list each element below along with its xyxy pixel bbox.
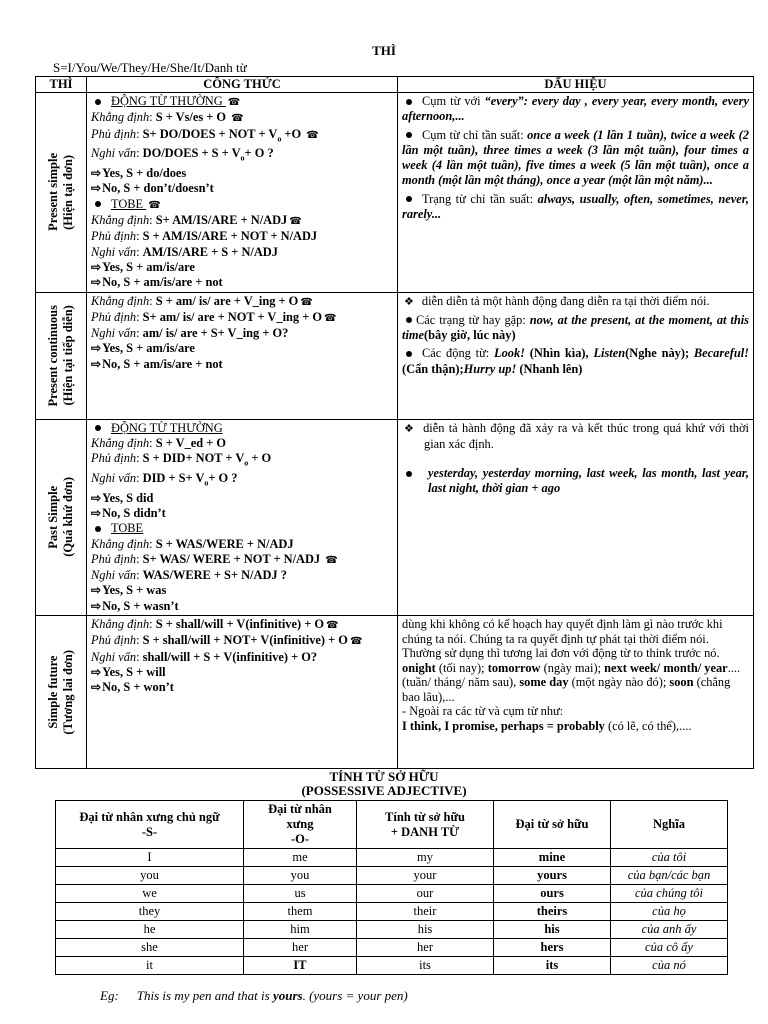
- table-row: [56, 939, 728, 957]
- formula-heading: ĐỘNG TỪ THƯỜNG: [111, 94, 226, 108]
- tense-name-cell: [36, 616, 87, 769]
- table-cell: its: [357, 957, 494, 975]
- formula-cell: [87, 419, 398, 616]
- formula-answer: No, S + am/is/are + not: [102, 356, 223, 371]
- formula-line: [91, 665, 393, 680]
- column-header: [494, 801, 611, 849]
- table-cell: them: [244, 903, 357, 921]
- formula-label: Nghi vấn: [91, 244, 137, 259]
- arrow-icon: ⇨: [91, 356, 102, 371]
- column-header-line: Đại từ sở hữu: [515, 817, 589, 831]
- formula-label: Nghi vấn: [91, 568, 137, 583]
- formula-line: [91, 260, 393, 275]
- phone-icon: ☎: [148, 199, 161, 211]
- tense-name: Present simple (Hiện tại đơn): [46, 153, 75, 232]
- signs-paragraph: dùng khi không có kế hoạch hay quyết định làm gì nào trước khi chúng ta nói. Chúng ta ra quyết định tự phát tại thời điểm nói. Thường sử dụng thì tương lai đơn với động từ to think trước nó.: [402, 617, 723, 660]
- formula-line: [91, 537, 393, 552]
- formula-label: Khẳng định: [91, 110, 150, 125]
- table-cell: hers: [494, 939, 611, 957]
- formula-label: Nghi vấn: [91, 146, 137, 161]
- formula-label: Khẳng định: [91, 293, 150, 308]
- bullet-icon: [406, 132, 412, 138]
- formula-separator: :: [136, 649, 143, 664]
- example-sentence: Eg: This is my pen and that is yours. (yours = your pen): [100, 988, 408, 1003]
- table-cell: của nó: [611, 957, 728, 975]
- formula-answer: Yes, S + am/is/are: [102, 341, 195, 356]
- formula-line: [91, 436, 393, 451]
- table-cell: you: [56, 867, 244, 885]
- formula-heading: ĐỘNG TỪ THƯỜNG: [111, 420, 223, 435]
- formula-separator: :: [136, 309, 143, 324]
- table-cell: của tôi: [611, 849, 728, 867]
- formula-label: Phủ định: [91, 126, 137, 141]
- table-cell: ours: [494, 885, 611, 903]
- phone-icon: ☎: [325, 554, 338, 566]
- column-header: [244, 801, 357, 849]
- arrow-icon: ⇨: [91, 275, 102, 290]
- table-row: [56, 957, 728, 975]
- formula-line: [91, 568, 393, 583]
- formula-text: S+ AM/IS/ARE + N/ADJ: [155, 213, 288, 228]
- table-cell: us: [244, 885, 357, 903]
- tense-table-header: [36, 77, 754, 93]
- bullet-icon: [95, 99, 101, 105]
- formula-answer: Yes, S + will: [102, 664, 166, 679]
- formula-text: +O: [281, 126, 305, 141]
- formula-text: S+ am/ is/ are + NOT + V_ing + O: [142, 309, 323, 324]
- table-cell: it: [56, 957, 244, 975]
- phone-icon: ☎: [349, 636, 363, 648]
- formula-text: S + WAS/WERE + N/ADJ: [155, 536, 294, 551]
- table-cell: him: [244, 921, 357, 939]
- formula-line: [91, 599, 393, 614]
- arrow-icon: ⇨: [91, 583, 102, 598]
- formula-separator: :: [136, 470, 143, 485]
- table-cell: của chúng tôi: [611, 885, 728, 903]
- formula-separator: :: [136, 551, 143, 566]
- list-item: Cụm từ chỉ tần suất: once a week (1 lần 1 tuần), twice a week (2 lần một tuần), three times a week (3 lần một tuần), four times a week (4 lần một tuần), five times a week (5 lần một tuần), once a month (một lần một tháng), once a year (một lần một năm)...: [402, 127, 750, 188]
- table-cell: của họ: [611, 903, 728, 921]
- formula-line: [91, 471, 393, 491]
- formula-label: Nghi vấn: [91, 470, 137, 485]
- formula-answer: Yes, S + am/is/are: [102, 259, 195, 274]
- table-cell: của bạn/các bạn: [611, 867, 728, 885]
- arrow-icon: ⇨: [91, 341, 102, 356]
- column-header-line: -O-: [290, 832, 310, 846]
- page-title: THÌ: [372, 43, 396, 58]
- phone-icon: ☎: [326, 620, 339, 631]
- formula-line: [91, 229, 393, 244]
- formula-line: [91, 310, 393, 326]
- tense-name-cell: [36, 93, 87, 293]
- table-cell: mine: [494, 849, 611, 867]
- formula-cell: [87, 616, 398, 769]
- arrow-icon: ⇨: [91, 181, 102, 196]
- tense-name: Present continuous (Hiện tại tiếp diễn): [46, 304, 75, 407]
- subject-line: S=I/You/We/They/He/She/It/Danh từ: [53, 60, 247, 75]
- formula-text: + O ?: [208, 470, 238, 485]
- table-cell: your: [357, 867, 494, 885]
- formula-label: Khẳng định: [91, 536, 150, 551]
- table-cell: her: [244, 939, 357, 957]
- arrow-icon: ⇨: [91, 505, 102, 520]
- formula-line: [91, 552, 393, 568]
- signs-cell: [398, 419, 754, 616]
- formula-label: Phủ định: [91, 633, 137, 648]
- formula-label: Khẳng định: [91, 435, 150, 450]
- formula-line: [91, 680, 393, 695]
- table-row: [56, 867, 728, 885]
- formula-answer: No, S + am/is/are + not: [102, 275, 223, 290]
- bullet-icon: [406, 351, 412, 357]
- formula-separator: :: [136, 568, 143, 583]
- formula-line: [91, 633, 393, 649]
- formula-text: S + shall/will + NOT+ V(infinitive) + O: [142, 633, 348, 648]
- formula-heading: TOBE: [111, 521, 144, 536]
- formula-subscript: o: [204, 478, 209, 488]
- table-cell: they: [56, 903, 244, 921]
- formula-text: S + V_ed + O: [155, 435, 227, 450]
- arrow-icon: ⇨: [91, 598, 102, 613]
- formula-separator: :: [136, 326, 143, 341]
- formula-line: [91, 451, 393, 471]
- formula-line: [91, 213, 393, 229]
- signs-cell: [398, 93, 754, 293]
- bullet-icon: [406, 471, 412, 477]
- table-cell: my: [357, 849, 494, 867]
- diamond-bullet-icon: ❖: [404, 295, 414, 308]
- formula-line: [91, 326, 393, 341]
- table-cell: I: [56, 849, 244, 867]
- table-row: [56, 921, 728, 939]
- column-header-line: xưng: [286, 817, 314, 831]
- table-row: [36, 419, 754, 616]
- table-cell: yours: [494, 867, 611, 885]
- list-item: Các trạng từ hay gặp: now, at the present, at the moment, at this time(bây giờ, lúc này): [402, 312, 750, 343]
- column-header: [611, 801, 728, 849]
- formula-line: [91, 146, 393, 166]
- formula-separator: :: [149, 435, 156, 450]
- formula-line: [91, 294, 393, 310]
- list-item: ❖ diễn tả hành động đã xảy ra và kết thúc trong quá khứ với thời gian xác định.: [404, 420, 749, 451]
- table-cell: her: [357, 939, 494, 957]
- phone-icon: ☎: [227, 97, 241, 108]
- column-header-line: -S-: [141, 824, 158, 839]
- phone-icon: ☎: [300, 296, 313, 308]
- formula-label: Nghi vấn: [91, 649, 137, 664]
- tense-name-cell: [36, 292, 87, 419]
- table-row: [56, 903, 728, 921]
- table-cell: our: [357, 885, 494, 903]
- formula-text: S + am/ is/ are + V_ing + O: [155, 293, 299, 308]
- formula-separator: :: [136, 146, 143, 161]
- formula-text: S + AM/IS/ARE + NOT + N/ADJ: [142, 229, 318, 244]
- formula-line: [91, 506, 393, 521]
- formula-separator: :: [149, 536, 156, 551]
- formula-text: S + DID+ NOT + V: [142, 451, 245, 466]
- table-cell: you: [244, 867, 357, 885]
- list-item: Cụm từ với “every”: every day , every year, every month, every afternoon,...: [402, 94, 749, 124]
- formula-text: am/ is/ are + S+ V_ing + O?: [142, 326, 289, 341]
- diamond-bullet-icon: ❖: [404, 422, 416, 435]
- table-row: [36, 93, 754, 293]
- bullet-icon: [406, 317, 412, 323]
- possessive-table: [55, 800, 728, 975]
- formula-answer: No, S didn’t: [102, 505, 166, 520]
- header-formula: CÔNG THỨC: [87, 77, 398, 93]
- formula-answer: No, S + don’t/doesn’t: [102, 181, 214, 196]
- tense-name: Simple future (Tương lai đơn): [46, 649, 75, 735]
- arrow-icon: ⇨: [91, 259, 102, 274]
- formula-text: S+ DO/DOES + NOT + V: [142, 126, 278, 141]
- list-item: Trạng từ chỉ tần suất: always, usually, often, sometimes, never, rarely...: [402, 191, 749, 222]
- column-header-line: Nghĩa: [653, 817, 685, 831]
- formula-separator: :: [136, 126, 143, 141]
- arrow-icon: ⇨: [91, 664, 102, 679]
- formula-line: [91, 617, 393, 633]
- list-item: yesterday, yesterday morning, last week, las month, last year, last night, thời gian + ago: [402, 466, 749, 497]
- formula-separator: :: [149, 213, 156, 228]
- formula-separator: :: [149, 110, 156, 125]
- formula-text: S + Vs/es + O: [155, 110, 230, 125]
- header-signs: DẤU HIỆU: [398, 77, 754, 93]
- column-header-line: + DANH TỪ: [390, 824, 460, 839]
- header-tense: THÌ: [36, 77, 87, 93]
- phone-icon: ☎: [289, 216, 302, 228]
- formula-line: [91, 341, 393, 356]
- formula-text: + O: [248, 451, 272, 466]
- formula-label: Khẳng định: [91, 617, 150, 631]
- formula-heading: TOBE: [111, 196, 147, 211]
- column-header: [56, 801, 244, 849]
- formula-separator: :: [136, 451, 143, 466]
- formula-line: [91, 110, 393, 126]
- signs-cell: dùng khi không có kế hoạch hay quyết định làm gì nào trước khi chúng ta nói. Chúng ta ra quyết định tự phát tại thời điểm nói. Thường sử dụng thì tương lai đơn với động từ to think trước nó. onight (tối nay); tomorrow (ngày mai); next week/ month/ year.... (tuần/ tháng/ năm sau), some day (một ngày nào đó); soon (chẳng bao lâu),... - Ngoài ra các từ và cụm từ như: I think, I promise, perhaps = probably (có lẽ, có thể),....: [398, 616, 754, 769]
- formula-text: shall/will + S + V(infinitive) + O?: [142, 649, 318, 664]
- formula-answer: No, S + won’t: [102, 680, 174, 695]
- formula-answer: Yes, S did: [102, 490, 154, 505]
- formula-text: DID + S+ V: [142, 470, 205, 485]
- formula-text: S+ WAS/ WERE + NOT + N/ADJ: [142, 551, 324, 566]
- formula-line: [91, 197, 393, 213]
- table-row: [36, 292, 754, 419]
- arrow-icon: ⇨: [91, 680, 102, 695]
- bullet-icon: [95, 526, 101, 532]
- formula-answer: No, S + wasn’t: [102, 598, 179, 613]
- table-row: [56, 885, 728, 903]
- formula-label: Nghi vấn: [91, 326, 137, 341]
- table-cell: me: [244, 849, 357, 867]
- formula-line: [91, 166, 393, 181]
- formula-label: Phủ định: [91, 229, 137, 244]
- arrow-icon: ⇨: [91, 490, 102, 505]
- table-row: [56, 849, 728, 867]
- tense-table: [35, 76, 754, 769]
- table-cell: its: [494, 957, 611, 975]
- formula-separator: :: [136, 229, 143, 244]
- formula-subscript: o: [244, 458, 249, 468]
- formula-line: [91, 583, 393, 598]
- table-cell: IT: [244, 957, 357, 975]
- table-cell: his: [357, 921, 494, 939]
- phone-icon: ☎: [306, 129, 319, 141]
- formula-answer: Yes, S + do/does: [102, 166, 187, 181]
- formula-line: [91, 181, 393, 196]
- formula-cell: [87, 292, 398, 419]
- table-cell: theirs: [494, 903, 611, 921]
- arrow-icon: ⇨: [91, 166, 102, 181]
- formula-subscript: o: [240, 153, 245, 163]
- table-cell: của anh ấy: [611, 921, 728, 939]
- formula-line: [91, 275, 393, 290]
- bullet-icon: [406, 99, 412, 105]
- table-cell: she: [56, 939, 244, 957]
- formula-line: [91, 650, 393, 665]
- formula-line: [91, 245, 393, 260]
- column-header-line: Tính từ sở hữu: [385, 809, 465, 824]
- table-row: [36, 616, 754, 769]
- phone-icon: ☎: [324, 312, 337, 324]
- formula-text: AM/IS/ARE + S + N/ADJ: [142, 244, 278, 259]
- formula-label: Phủ định: [91, 451, 137, 466]
- formula-separator: :: [136, 244, 143, 259]
- bullet-icon: [95, 425, 101, 431]
- formula-text: + O ?: [244, 146, 274, 161]
- column-header-line: Đại từ nhân xưng chủ ngữ: [79, 809, 220, 824]
- tense-name-cell: [36, 419, 87, 616]
- column-header-line: Đại từ nhân: [268, 802, 332, 816]
- formula-label: Phủ định: [91, 309, 137, 324]
- formula-line: [91, 357, 393, 372]
- formula-answer: Yes, S + was: [102, 583, 167, 598]
- possessive-title: TÍNH TỪ SỞ HỮU (POSSESSIVE ADJECTIVE): [301, 769, 467, 798]
- formula-separator: :: [149, 293, 156, 308]
- formula-separator: :: [136, 633, 143, 648]
- column-header: [357, 801, 494, 849]
- formula-separator: :: [149, 617, 156, 631]
- tense-name: Past Simple (Quá khứ đơn): [46, 477, 75, 558]
- formula-cell: [87, 93, 398, 293]
- list-item: ❖ diễn diễn tả một hành động đang diễn ra tại thời điểm nói.: [404, 293, 710, 308]
- table-cell: his: [494, 921, 611, 939]
- possessive-header-row: [56, 801, 728, 849]
- formula-line: [91, 127, 393, 147]
- formula-text: WAS/WERE + S+ N/ADJ ?: [142, 568, 287, 583]
- formula-label: Khẳng định: [91, 213, 150, 228]
- formula-line: [91, 521, 393, 536]
- bullet-icon: [406, 196, 412, 202]
- table-cell: their: [357, 903, 494, 921]
- signs-cell: [398, 292, 754, 419]
- formula-label: Phủ định: [91, 551, 137, 566]
- table-cell: we: [56, 885, 244, 903]
- formula-text: S + shall/will + V(infinitive) + O: [155, 617, 325, 631]
- formula-text: DO/DOES + S + V: [142, 146, 241, 161]
- phone-icon: ☎: [231, 113, 244, 125]
- formula-line: [91, 94, 393, 110]
- table-cell: he: [56, 921, 244, 939]
- bullet-icon: [95, 201, 101, 207]
- formula-subscript: o: [277, 134, 282, 144]
- formula-line: [91, 491, 393, 506]
- table-cell: của cô ấy: [611, 939, 728, 957]
- list-item: Các động từ: Look! (Nhìn kìa), Listen(Nghe này); Becareful!(Cẩn thận);Hurry up! (Nhanh lên): [402, 346, 749, 376]
- formula-line: [91, 421, 393, 436]
